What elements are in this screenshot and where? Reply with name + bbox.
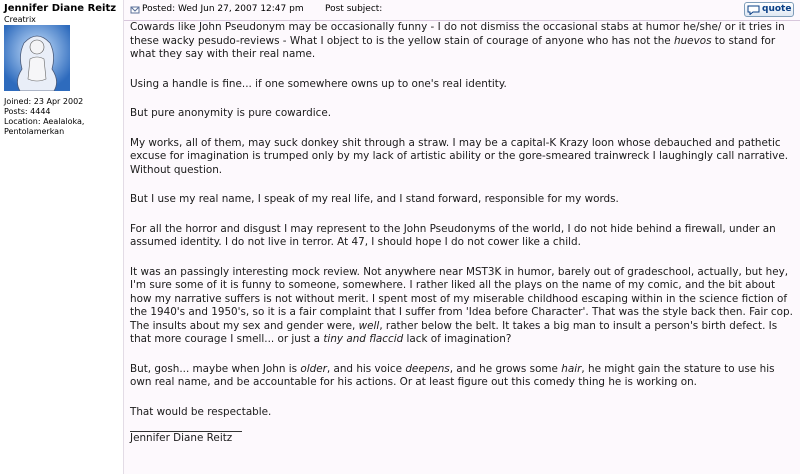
post-body [130, 21, 794, 446]
post-paragraph [130, 406, 794, 420]
post-paragraph [130, 78, 794, 92]
paragraph-text: Using a handle is fine... if one somewhere owns up to one's real identity. [130, 77, 507, 90]
joined-date: Joined: 23 Apr 2002 [4, 97, 84, 106]
paragraph-text: , and he grows some [449, 362, 562, 375]
paragraph-text: , he might gain the stature to use his own real name, and be accountable for his actions. Or at least figure out this comedy thing he is working on. [130, 362, 775, 388]
emphasis-text: well [358, 319, 380, 332]
paragraph-text: It was an passingly interesting mock review. Not anywhere near MST3K in humor, barely out of gradeschool, actually, but hey, I'm sure some of it is funny to someone, somewhere. I rather liked all the plays on the name of my comic, and the bit about how my narrative suffers is not without merit. I spent most of my miserable childhood escaping within in the science fiction of the 1940's and 1950's, so it is a fair complaint that I suffer from 'Idea before Character'. That was the style back then. Fair cop. The insults about my sex and gender were, [130, 265, 793, 332]
post-paragraph [130, 107, 794, 121]
post-count: Posts: 4444 [4, 107, 51, 116]
author-name[interactable]: Jennifer Diane Reitz [4, 3, 117, 14]
paragraph-text: But, gosh... maybe when John is [130, 362, 301, 375]
paragraph-text: , rather below the belt. It takes a big man to insult a person's birth defect. Is that more courage I smell... or just a [130, 319, 778, 345]
author-rank: Creatrix [4, 15, 36, 24]
post-paragraph [130, 266, 794, 347]
signature: Jennifer Diane Reitz [130, 432, 233, 444]
post-paragraph [130, 137, 794, 178]
post-paragraph [130, 193, 794, 207]
paragraph-text: to stand for what they say with their real name. [130, 34, 776, 60]
paragraph-text: lack of imagination? [403, 333, 512, 345]
post-panel [123, 0, 800, 474]
emphasis-text: hair [561, 362, 582, 375]
post-paragraph [130, 223, 794, 250]
emphasis-text: tiny and flaccid [323, 333, 404, 345]
paragraph-text: But I use my real name, I speak of my real life, and I stand forward, responsible for my words. [130, 193, 619, 205]
emphasis-text: older [300, 362, 327, 375]
paragraph-text: Cowards like John Pseudonym may be occasionally funny - I do not dismiss the occasional stabs at humor he/she/ or it tries in these wacky pesudo-reviews - What I object to is the yellow stain of courage of anyone who has not the [130, 21, 785, 47]
post-paragraph [130, 363, 794, 390]
emphasis-text: deepens [405, 362, 450, 375]
quote-button[interactable] [744, 2, 794, 17]
author-meta [4, 97, 84, 137]
paragraph-text: That would be respectable. [130, 405, 272, 418]
location-continued: Pentolamerkan [4, 127, 65, 136]
emphasis-text: huevos [674, 34, 712, 47]
author-panel [0, 0, 122, 474]
paragraph-text: For all the horror and disgust I may represent to the John Pseudonyms of the world, I do not hide behind a firewall, under an assumed identity. I do not live in terror. At 47, I should hope I do not cower like a child. [130, 222, 776, 248]
paragraph-text: , and his voice [326, 362, 406, 375]
location: Location: Aealaloka, [4, 117, 85, 126]
post-date: Posted: Wed Jun 27, 2007 12:47 pm [142, 4, 304, 14]
post-header [124, 0, 800, 21]
post-paragraph [130, 21, 794, 62]
post-icon[interactable] [130, 5, 140, 15]
paragraph-text: But pure anonymity is pure cowardice. [130, 107, 332, 119]
speech-bubble-icon [747, 5, 760, 15]
quote-label: quote [762, 4, 792, 14]
paragraph-text: My works, all of them, may suck donkey shit through a straw. I may be a capital-K Krazy loon whose debauched and pathetic excuse for imagination is trumped only by my lack of artistic ability or the gore-smeared trainwreck I laughingly call narrative. Without question. [130, 136, 789, 176]
avatar [4, 25, 70, 91]
post-subject: Post subject: [325, 4, 383, 14]
